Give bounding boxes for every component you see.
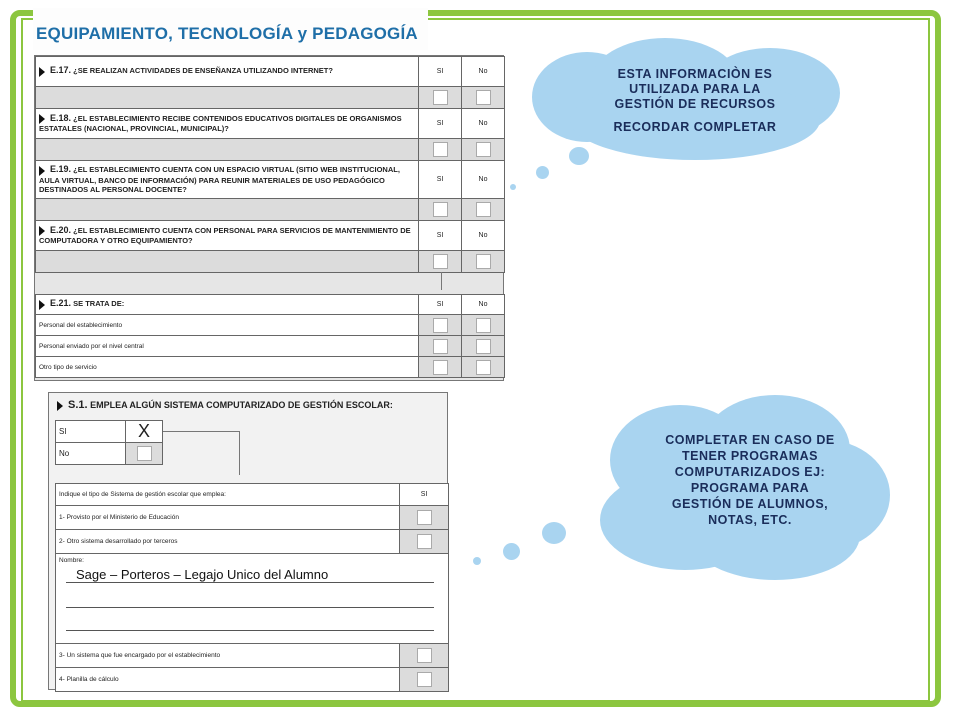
checkbox-s1-opt1[interactable] [417, 510, 432, 525]
checkbox-e19-no[interactable] [476, 202, 491, 217]
checkbox-e21-1-si[interactable] [433, 318, 448, 333]
question-e20: E.20. ¿EL ESTABLECIMIENTO CUENTA CON PERSONAL PARA SERVICIOS DE MANTENIMIENTO DE COMPUTADORA Y OTRO EQUIPAMIENTO? [36, 221, 419, 251]
question-e17: E.17. ¿SE REALIZAN ACTIVIDADES DE ENSEÑANZA UTILIZANDO INTERNET? [36, 57, 419, 87]
page-title: EQUIPAMIENTO, TECNOLOGÍA y PEDAGOGÍA [36, 24, 418, 43]
checkbox-s1-opt2[interactable] [417, 534, 432, 549]
nombre-line [66, 607, 434, 608]
question-e21: E.21. SE TRATA DE: [36, 295, 419, 315]
thought-bubble [536, 166, 549, 179]
question-e18: E.18. ¿EL ESTABLECIMIENTO RECIBE CONTENIDOS EDUCATIVOS DIGITALES DE ORGANISMOS ESTATALES (NACIONAL, PROVINCIAL, MUNICIPAL)? [36, 109, 419, 139]
arrow-connector [239, 431, 240, 475]
e21-option: Otro tipo de servicio [36, 357, 419, 378]
checkbox-e19-si[interactable] [433, 202, 448, 217]
marker-icon [39, 300, 45, 310]
checkbox-s1-no[interactable] [137, 446, 152, 461]
checkbox-e17-si[interactable] [433, 90, 448, 105]
marker-icon [39, 114, 45, 124]
checkbox-e21-3-no[interactable] [476, 360, 491, 375]
s1-si-mark[interactable]: X [126, 421, 163, 443]
e21-table: E.21. SE TRATA DE: SI No Personal del establecimiento Personal enviado por el nivel central Otro tipo de servicio [35, 294, 505, 378]
thought-bubble [510, 184, 516, 190]
cloud1-text: ESTA INFORMACIÒN ES UTILIZADA PARA LA GESTIÓN DE RECURSOS RECORDAR COMPLETAR [613, 67, 777, 134]
checkbox-e18-si[interactable] [433, 142, 448, 157]
marker-icon [57, 401, 63, 411]
checkbox-s1-opt4[interactable] [417, 672, 432, 687]
nombre-value[interactable]: Sage – Porteros – Legajo Unico del Alumno [76, 567, 329, 582]
thought-bubble [473, 557, 481, 565]
question-e19: E.19. ¿EL ESTABLECIMIENTO CUENTA CON UN ESPACIO VIRTUAL (SITIO WEB INSTITUCIONAL, AULA VIRTUAL, BANCO DE INFORMACIÓN) PARA REUNIR MATERIALES DE USO PEDAGÓGICO DESTINADOS AL PERSONAL DOCENTE? [36, 161, 419, 199]
thought-bubble [503, 543, 520, 560]
form-sistema-gestion [48, 392, 448, 690]
e21-option: Personal enviado por el nivel central [36, 336, 419, 357]
form-equipamiento [34, 55, 504, 381]
checkbox-e17-no[interactable] [476, 90, 491, 105]
thought-bubble [569, 147, 589, 165]
cloud2-text: COMPLETAR EN CASO DE TENER PROGRAMAS COMPUTARIZADOS EJ: PROGRAMA PARA GESTIÓN DE ALUMNOS, NOTAS, ETC. [665, 433, 835, 527]
s1-yes-no-table: SI X No [55, 420, 163, 465]
e21-option: Personal del establecimiento [36, 315, 419, 336]
checkbox-e21-3-si[interactable] [433, 360, 448, 375]
marker-icon [39, 67, 45, 77]
spacer-row [36, 87, 419, 109]
checkbox-e18-no[interactable] [476, 142, 491, 157]
thought-bubble [542, 522, 566, 544]
marker-icon [39, 166, 45, 176]
arrow-connector [441, 272, 442, 290]
question-s1: S.1. EMPLEA ALGÚN SISTEMA COMPUTARIZADO DE GESTIÓN ESCOLAR: [57, 399, 393, 411]
nombre-line [66, 630, 434, 631]
marker-icon [39, 226, 45, 236]
arrow-connector [163, 431, 239, 432]
checkbox-e21-1-no[interactable] [476, 318, 491, 333]
checkbox-s1-opt3[interactable] [417, 648, 432, 663]
checkbox-e20-si[interactable] [433, 254, 448, 269]
s1-type-table: Indique el tipo de Sistema de gestión escolar que emplea: SI 1- Provisto por el Ministerio de Educación 2- Otro sistema desarrollado por terceros Nombre: 3- Un sistema que fue encargado por el establecimiento 4- Planilla de cálculo [55, 483, 449, 692]
checkbox-e20-no[interactable] [476, 254, 491, 269]
checkbox-e21-2-no[interactable] [476, 339, 491, 354]
questions-table: E.17. ¿SE REALIZAN ACTIVIDADES DE ENSEÑANZA UTILIZANDO INTERNET? SI No E.18. ¿EL ESTABLECIMIENTO RECIBE CONTENIDOS EDUCATIVOS DIGITALES DE ORGANISMOS ESTATALES (NACIONAL, PROVINCIAL, MUNICIPAL)? SI No E.19. ¿EL ESTABLECIMIENTO CUENTA CON UN ESPACIO VIRTUAL (SITIO WEB INSTITUCIONAL, AULA VIRTUAL, BANCO DE INFORMACIÓN) PARA REUNIR MATERIALES DE USO PEDAGÓGICO DESTINADOS AL PERSONAL DOCENTE? SI No E.20. ¿EL ESTABLECIMIENTO CUENTA CON PERSONAL PARA SERVICIOS DE MANTENIMIENTO DE COMPUTADORA Y OTRO EQUIPAMIENTO? SI No [35, 56, 505, 273]
nombre-line [66, 582, 434, 583]
col-si: SI [419, 57, 462, 87]
col-no: No [462, 57, 505, 87]
checkbox-e21-2-si[interactable] [433, 339, 448, 354]
